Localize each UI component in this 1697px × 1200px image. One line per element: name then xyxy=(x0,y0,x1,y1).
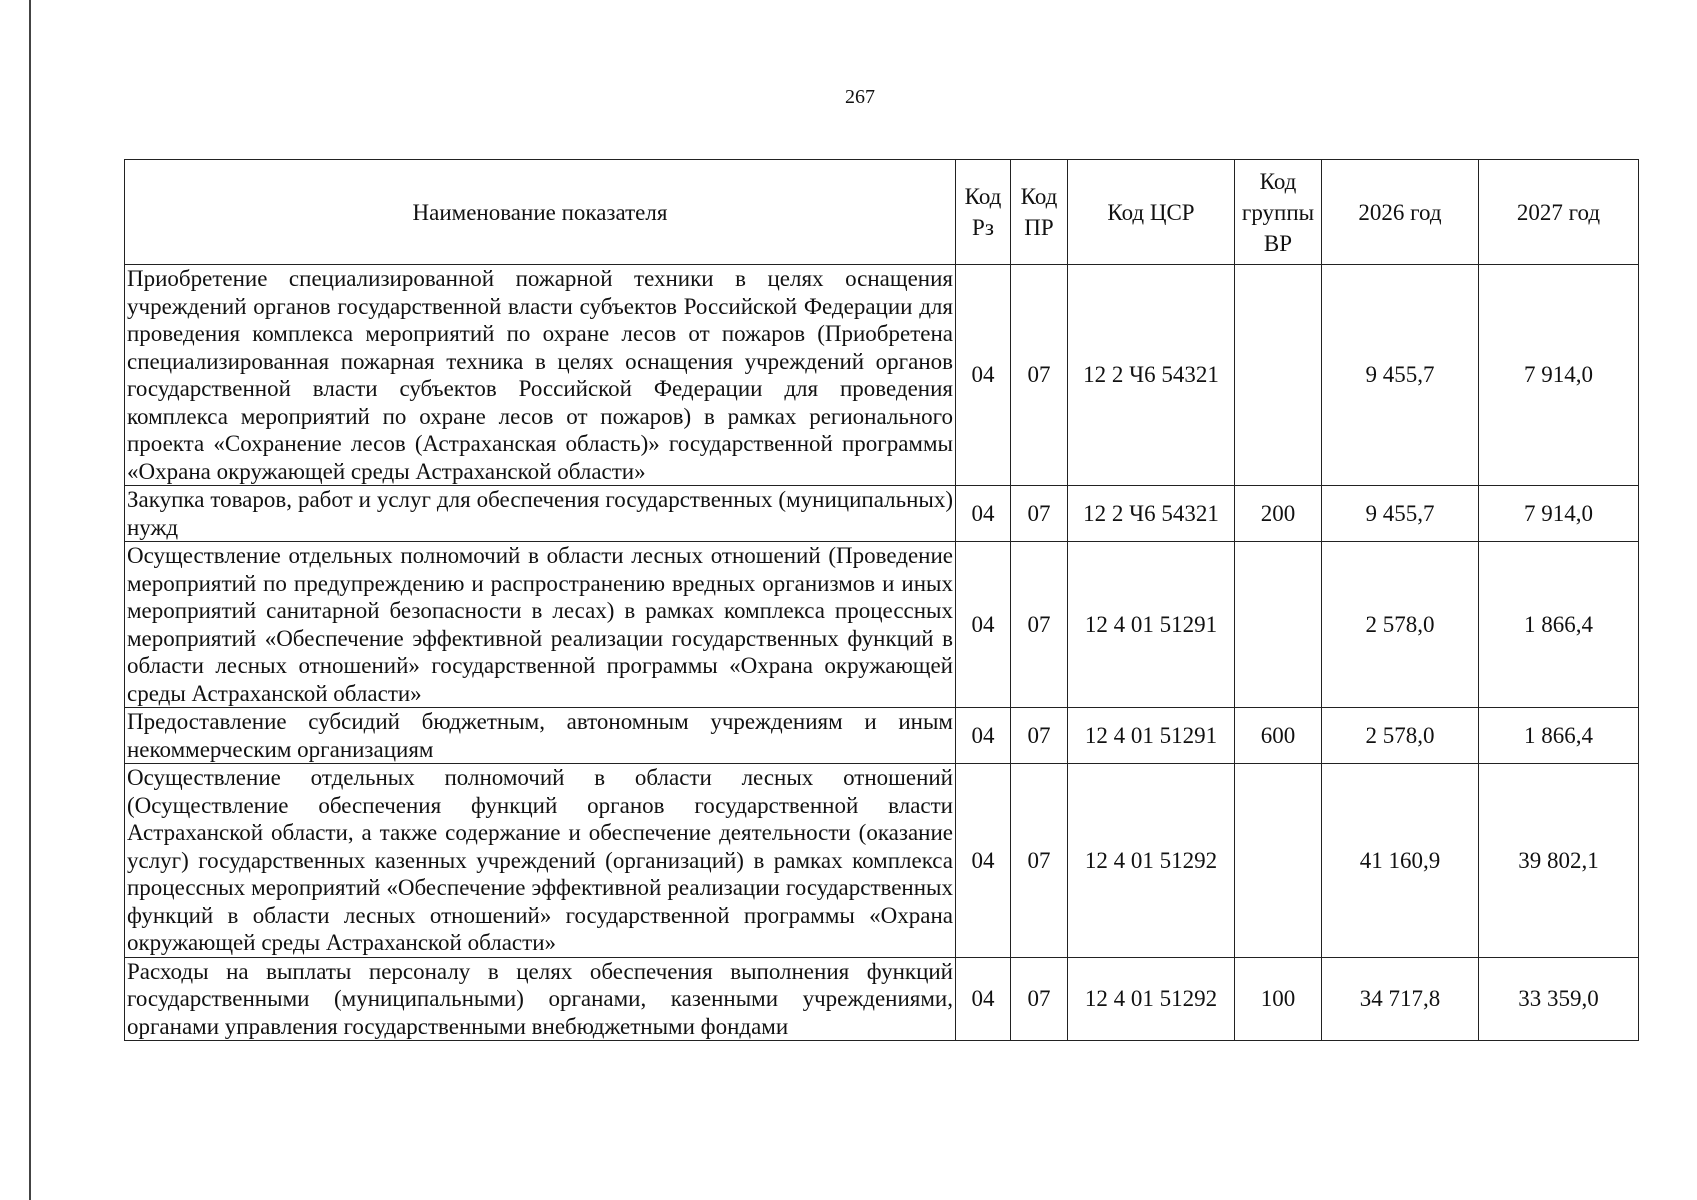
row-vr: 600 xyxy=(1235,708,1322,764)
row-rz: 04 xyxy=(956,764,1011,958)
row-name: Приобретение специализированной пожарной техники в целях оснащения учреждений органов государственной власти субъектов Российской Федерации для проведения комплекса мероприятий по охране лесов от пожаров (Приобретена специализированная пожарная техника в целях оснащения учреждений органов государственной власти субъектов Российской Федерации для проведения комплекса мероприятий по охране лесов от пожаров) в рамках регионального проекта «Сохранение лесов (Астраханская область)» государственной программы «Охрана окружающей среды Астраханской области» xyxy=(125,265,956,486)
row-2026: 2 578,0 xyxy=(1322,708,1479,764)
table-header-row xyxy=(125,160,1639,265)
header-2026: 2026 год xyxy=(1322,160,1479,265)
header-csr: Код ЦСР xyxy=(1068,160,1235,265)
row-2026: 41 160,9 xyxy=(1322,764,1479,958)
page-number: 267 xyxy=(845,86,875,108)
row-csr: 12 2 Ч6 54321 xyxy=(1068,486,1235,542)
table-row xyxy=(125,542,1639,708)
table-row xyxy=(125,265,1639,486)
row-vr xyxy=(1235,764,1322,958)
row-name: Расходы на выплаты персоналу в целях обеспечения выполнения функций государственными (муниципальными) органами, казенными учреждениями, органами управления государственными внебюджетными фондами xyxy=(125,957,956,1041)
row-csr: 12 4 01 51291 xyxy=(1068,542,1235,708)
row-rz: 04 xyxy=(956,708,1011,764)
row-rz: 04 xyxy=(956,957,1011,1041)
row-2027: 1 866,4 xyxy=(1479,708,1639,764)
row-pr: 07 xyxy=(1011,486,1068,542)
row-name: Осуществление отдельных полномочий в области лесных отношений (Осуществление обеспечения функций органов государственной власти Астраханской области, а также содержание и обеспечение деятельности (оказание услуг) государственных казенных учреждений (организаций) в рамках комплекса процессных мероприятий «Обеспечение эффективной реализации государственных функций в области лесных отношений» государственной программы «Охрана окружающей среды Астраханской области» xyxy=(125,764,956,958)
header-name: Наименование показателя xyxy=(125,160,956,265)
row-vr xyxy=(1235,265,1322,486)
row-vr: 200 xyxy=(1235,486,1322,542)
row-pr: 07 xyxy=(1011,764,1068,958)
row-csr: 12 4 01 51291 xyxy=(1068,708,1235,764)
row-2027: 7 914,0 xyxy=(1479,486,1639,542)
row-2027: 7 914,0 xyxy=(1479,265,1639,486)
row-csr: 12 4 01 51292 xyxy=(1068,764,1235,958)
table-row xyxy=(125,486,1639,542)
table-row xyxy=(125,708,1639,764)
row-name: Осуществление отдельных полномочий в области лесных отношений (Проведение мероприятий по предупреждению и распространению вредных организмов и иных мероприятий санитарной безопасности в лесах) в рамках комплекса процессных мероприятий «Обеспечение эффективной реализации государственных функций в области лесных отношений» государственной программы «Охрана окружающей среды Астраханской области» xyxy=(125,542,956,708)
row-2027: 39 802,1 xyxy=(1479,764,1639,958)
budget-table xyxy=(124,159,1639,1041)
row-pr: 07 xyxy=(1011,708,1068,764)
row-pr: 07 xyxy=(1011,957,1068,1041)
row-2026: 34 717,8 xyxy=(1322,957,1479,1041)
row-rz: 04 xyxy=(956,486,1011,542)
header-rz: Код Рз xyxy=(956,160,1011,265)
row-pr: 07 xyxy=(1011,542,1068,708)
row-2026: 9 455,7 xyxy=(1322,265,1479,486)
row-pr: 07 xyxy=(1011,265,1068,486)
header-pr: Код ПР xyxy=(1011,160,1068,265)
row-name: Предоставление субсидий бюджетным, автономным учреждениям и иным некоммерческим организациям xyxy=(125,708,956,764)
row-2026: 9 455,7 xyxy=(1322,486,1479,542)
row-2027: 33 359,0 xyxy=(1479,957,1639,1041)
left-margin-rule xyxy=(29,0,31,1200)
row-name: Закупка товаров, работ и услуг для обеспечения государственных (муниципальных) нужд xyxy=(125,486,956,542)
row-2027: 1 866,4 xyxy=(1479,542,1639,708)
header-vr: Код группы ВР xyxy=(1235,160,1322,265)
table-row xyxy=(125,764,1639,958)
row-csr: 12 2 Ч6 54321 xyxy=(1068,265,1235,486)
row-vr: 100 xyxy=(1235,957,1322,1041)
header-2027: 2027 год xyxy=(1479,160,1639,265)
table-row xyxy=(125,957,1639,1041)
row-csr: 12 4 01 51292 xyxy=(1068,957,1235,1041)
row-vr xyxy=(1235,542,1322,708)
row-rz: 04 xyxy=(956,542,1011,708)
row-rz: 04 xyxy=(956,265,1011,486)
row-2026: 2 578,0 xyxy=(1322,542,1479,708)
